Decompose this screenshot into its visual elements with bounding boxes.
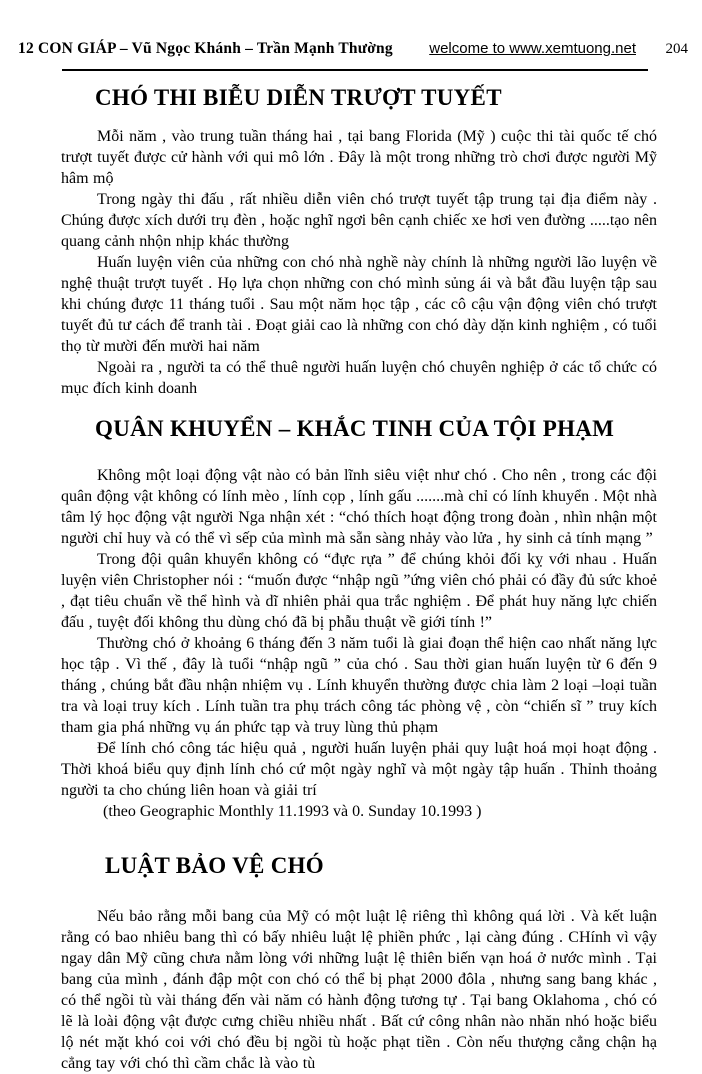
header-divider — [62, 69, 648, 71]
paragraph: Nếu bảo rằng mỗi bang của Mỹ có một luật lệ riêng thì không quá lời . Và kết luận rằng có bao nhiêu bang thì có bấy nhiêu luật lệ phiền phức , lại càng đúng . CHính vì vậy ngay dân Mỹ cũng chưa nằm lòng với những luật lệ thiên biến vạn hoá ở nước mình . Tại bang của mình , đánh đập một con chó có thể bị phạt 2000 đôla , nhưng sang bang khác , có thể ngồi tù vài tháng đến vài năm có hành động tương tự . Tại bang Oklahoma , chó có lẽ là loài động vật được cưng chiều nhiều nhất . Bất cứ công nhân nào nhăn nhó hoặc biểu lộ nét mặt khó coi với chó đều bị ngồi tù hoặc phạt tiền . Còn nếu thượng cẳng chận hạ cẳng tay với chó thì cầm chắc là vào tù — [61, 908, 657, 1072]
paragraph: Ngoài ra , người ta có thể thuê người huấn luyện chó chuyên nghiệp ở các tổ chức có mục đích kinh doanh — [61, 359, 657, 397]
section-title: LUẬT BẢO VỆ CHÓ — [105, 853, 325, 878]
document-content — [61, 84, 657, 1074]
section-title: QUÂN KHUYỂN – KHẮC TINH CỦA TỘI PHẠM — [95, 416, 615, 441]
document-page — [0, 40, 702, 1072]
paragraph: Mỗi năm , vào trung tuần tháng hai , tại bang Florida (Mỹ ) cuộc thi tài quốc tế chó trượt tuyết được cử hành với qui mô lớn . Đây là một trong những trò chơi được người Mỹ hâm mộ — [61, 128, 657, 187]
paragraph: Trong đội quân khuyển không có “đực rựa ” để chúng khỏi đối kỵ với nhau . Huấn luyện viên Christopher nói : “muốn được “nhập ngũ ”ứng viên chó phải có đầy đủ sức khoẻ , đạt tiêu chuẩn về thể hình và dĩ nhiên phải qua trắc nghiệm . Để phát huy năng lực chiến đấu , tuyệt đối không thu dùng chó đã bị phẫu thuật về giới tính !” — [61, 551, 657, 631]
paragraph: Thường chó ở khoảng 6 tháng đến 3 năm tuổi là giai đoạn thể hiện cao nhất năng lực học tập . Vì thế , đây là tuổi “nhập ngũ ” của chó . Sau thời gian huấn luyện từ 6 đến 9 tháng , chúng bắt đầu nhận nhiệm vụ . Lính khuyển thường được chia làm 2 loại –loại tuần tra và loại truy kích . Lính tuần tra phụ trách công tác phòng vệ , còn “chiến sĩ ” truy kích tham gia phá những vụ án phức tạp và truy lùng thủ phạm — [61, 635, 657, 736]
book-title: 12 CON GIÁP – Vũ Ngọc Khánh – Trần Mạnh Thường — [18, 40, 393, 57]
page-number: 204 — [665, 41, 688, 57]
paragraph: Không một loại động vật nào có bản lĩnh siêu việt như chó . Cho nên , trong các đội quân động vật không có lính mèo , lính cọp , lính gấu .......mà chỉ có lính khuyển . Một nhà tâm lý học động vật người Nga nhận xét : “chó thích hoạt động trong đoàn , nhìn nhận một người chỉ huy và có thể vì sếp của mình mà sẵn sàng nhảy vào lửa , hy sinh cả tính mạng ” — [61, 467, 657, 547]
page-header — [18, 40, 688, 58]
site-link[interactable]: welcome to www.xemtuong.net — [429, 40, 636, 57]
section-dog-ski-contest — [61, 84, 657, 399]
paragraph: Trong ngày thi đấu , rất nhiều diễn viên chó trượt tuyết tập trung tại địa điểm này . Chúng được xích dưới trụ đèn , hoặc nghĩ ngơi bên cạnh chiếc xe hơi ven đường .....tạo nên quang cảnh nhộn nhịp khác thường — [61, 191, 657, 250]
section-military-dogs — [61, 415, 657, 822]
section-dog-protection-law — [61, 852, 657, 1074]
source-citation: (theo Geographic Monthly 11.1993 và 0. Sunday 10.1993 ) — [103, 803, 482, 820]
paragraph: Để lính chó công tác hiệu quả , người huấn luyện phải quy luật hoá mọi hoạt động . Thời khoá biểu quy định lính chó cứ một ngày nghĩ và một ngày tập huấn . Thỉnh thoảng người ta cho chúng liên hoan và giải trí — [61, 740, 657, 799]
paragraph: Huấn luyện viên của những con chó nhà nghề này chính là những người lão luyện về nghệ thuật trượt tuyết . Họ lựa chọn những con chó mình sủng ái và bắt đầu luyện tập sau khi chúng được 11 tháng tuổi . Sau một năm học tập , các cô cậu vận động viên chó trượt tuyết đủ tư cách để tranh tài . Đoạt giải cao là những con chó dày dặn kinh nghiệm , có tuổi thọ từ mười đến mười hai năm — [61, 254, 657, 355]
section-title: CHÓ THI BIỄU DIỄN TRƯỢT TUYẾT — [95, 85, 502, 110]
